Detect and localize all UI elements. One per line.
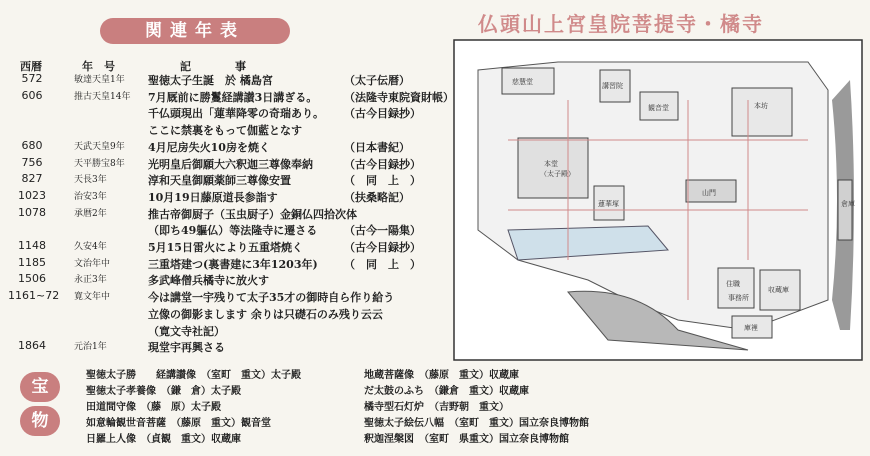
header-event: 記 事 (180, 60, 246, 73)
row-event: 聖徳太子生誕 於 橘島宮 (148, 74, 273, 87)
row-year: 680 (21, 138, 43, 152)
row-source: （扶桑略記） (344, 190, 410, 204)
row-source: （日本書紀） (344, 140, 410, 154)
treasure-item: 釈迦涅槃図 （室町 県重文）国立奈良博物館 (364, 434, 569, 445)
row-event: 10月19日藤原道長参詣す (148, 190, 278, 204)
row-event: 光明皇后御願大六釈迦三尊像奉納 (148, 157, 313, 171)
row-year: 1185 (18, 255, 46, 269)
treasure-item: 聖徳太子絵伝八幅 （室町 重文）国立奈良博物館 (364, 418, 589, 429)
header-year: 西暦 (20, 60, 42, 73)
row-year: 1864 (18, 339, 46, 353)
row-event: 三重塔建つ(裏書建に3年1203年) (148, 257, 318, 271)
row-event: 千仏頭現出「蓮華降零の奇瑞あり。 (148, 107, 324, 121)
row-year: 1161~72 (8, 289, 60, 303)
row-event: 今は講堂一宇残りて太子35才の御時自ら作り給う (148, 291, 395, 305)
map-title: 仏頭山上宮皇院菩提寺・橘寺 (478, 12, 764, 36)
row-event: 4月尼房失火10房を焼く (148, 140, 270, 154)
chronology-title: 関連年表 (100, 18, 290, 44)
treasure-title-1: 宝 (20, 372, 60, 402)
row-era: 推古天皇14年 (74, 91, 131, 102)
row-event: 立像の御影まします 余りは只礎石のみ残り云云 (148, 307, 383, 321)
treasure-item: 橘寺型石灯炉 （吉野朝 重文） (364, 402, 509, 413)
shuzoko-label: 収蔵庫 (768, 286, 789, 294)
row-year: 1148 (18, 239, 46, 252)
storehouse (838, 180, 852, 240)
row-source: （古今一陽集） (344, 224, 421, 238)
jushoku-label: 住職 (726, 280, 740, 288)
header-era: 年 号 (82, 60, 115, 73)
treasure-item: だ太鼓のふち （鎌倉 重文）収蔵庫 (364, 386, 529, 397)
honbo-building (732, 88, 792, 136)
treasure-item: 日羅上人像 （貞観 重文）収蔵庫 (86, 434, 241, 445)
row-event: 推古帝御厨子（玉虫厨子）金銅仏四拾次体 (148, 207, 357, 221)
treasure-item: 田道間守像 （藤 原）太子殿 (86, 402, 221, 413)
row-event: 淳和天皇御願薬師三尊像安置 (148, 174, 291, 188)
jimusho-label: 事務所 (728, 294, 749, 302)
row-year: 1078 (18, 205, 46, 219)
kannon-label: 観音堂 (648, 104, 669, 112)
renge-label: 蓮華塚 (598, 200, 619, 208)
row-source: （ 同 上 ） (344, 174, 421, 188)
row-era: 文治年中 (74, 258, 111, 269)
hondo-label: 本堂 (544, 160, 558, 168)
row-era: 天武天皇9年 (74, 141, 125, 152)
row-event: 7月厩前に勝鬘経講讃3日講ぎる。 (148, 90, 318, 104)
row-year: 827 (21, 172, 43, 186)
row-era: 寛文年中 (74, 292, 111, 303)
koshoin-label: 講習院 (602, 82, 623, 90)
treasure-item: 聖徳太子勝 経講讃像 （室町 重文）太子殿 (86, 370, 301, 381)
row-event: 現堂宇再興さる (148, 341, 225, 355)
treasure-title-2: 物 (20, 406, 60, 436)
row-event: （寛文寺社記） (148, 324, 225, 338)
treasure-item: 聖徳太子孝養像 （鎌 倉）太子殿 (86, 386, 241, 397)
hondo-building (518, 138, 588, 198)
kuri-label: 庫裡 (744, 324, 758, 332)
row-year: 606 (21, 88, 43, 102)
row-source: （古今目録抄） (344, 241, 421, 254)
row-source: （古今目録抄） (344, 107, 421, 121)
treasure-item: 如意輪観世音菩薩 （藤原 重文）観音堂 (86, 418, 271, 429)
row-year: 756 (21, 155, 43, 169)
row-era: 治安3年 (74, 191, 107, 202)
row-era: 永正3年 (74, 275, 107, 286)
row-era: 久安4年 (74, 242, 107, 252)
row-era: 承暦2年 (74, 208, 107, 219)
row-source: （古今目録抄） (344, 157, 421, 171)
honbo-label: 本坊 (754, 102, 768, 110)
row-year: 1023 (18, 188, 46, 202)
row-event: 5月15日雷火により五重塔焼く (148, 241, 303, 254)
row-event: 多武峰僧兵橘寺に放火す (148, 274, 269, 288)
row-event: （即ち49軀仏）等法隆寺に遷さる (148, 224, 318, 238)
sanmon-label: 山門 (702, 189, 716, 197)
row-source: （法隆寺東院資財帳） (344, 90, 454, 104)
jushoku-building (718, 268, 754, 308)
row-era: 天平勝宝8年 (74, 158, 125, 169)
row-era: 元治1年 (74, 342, 107, 353)
treasure-item: 地蔵菩薩像 （藤原 重文）収蔵庫 (364, 370, 519, 381)
row-source: （太子伝暦） (344, 74, 410, 87)
row-era: 天長3年 (74, 175, 107, 186)
jikei-label: 慈慧堂 (512, 78, 533, 86)
row-source: （ 同 上 ） (344, 257, 421, 271)
row-year: 572 (21, 72, 43, 85)
row-era: 敏達天皇1年 (74, 75, 125, 85)
row-year: 1506 (18, 272, 46, 286)
row-event: ここに禁裏をもって伽藍となす (148, 124, 302, 138)
temple-map (448, 0, 870, 456)
storehouse-label: 倉庫 (841, 200, 855, 208)
hondo-sub-label: （太子殿） (540, 170, 575, 178)
